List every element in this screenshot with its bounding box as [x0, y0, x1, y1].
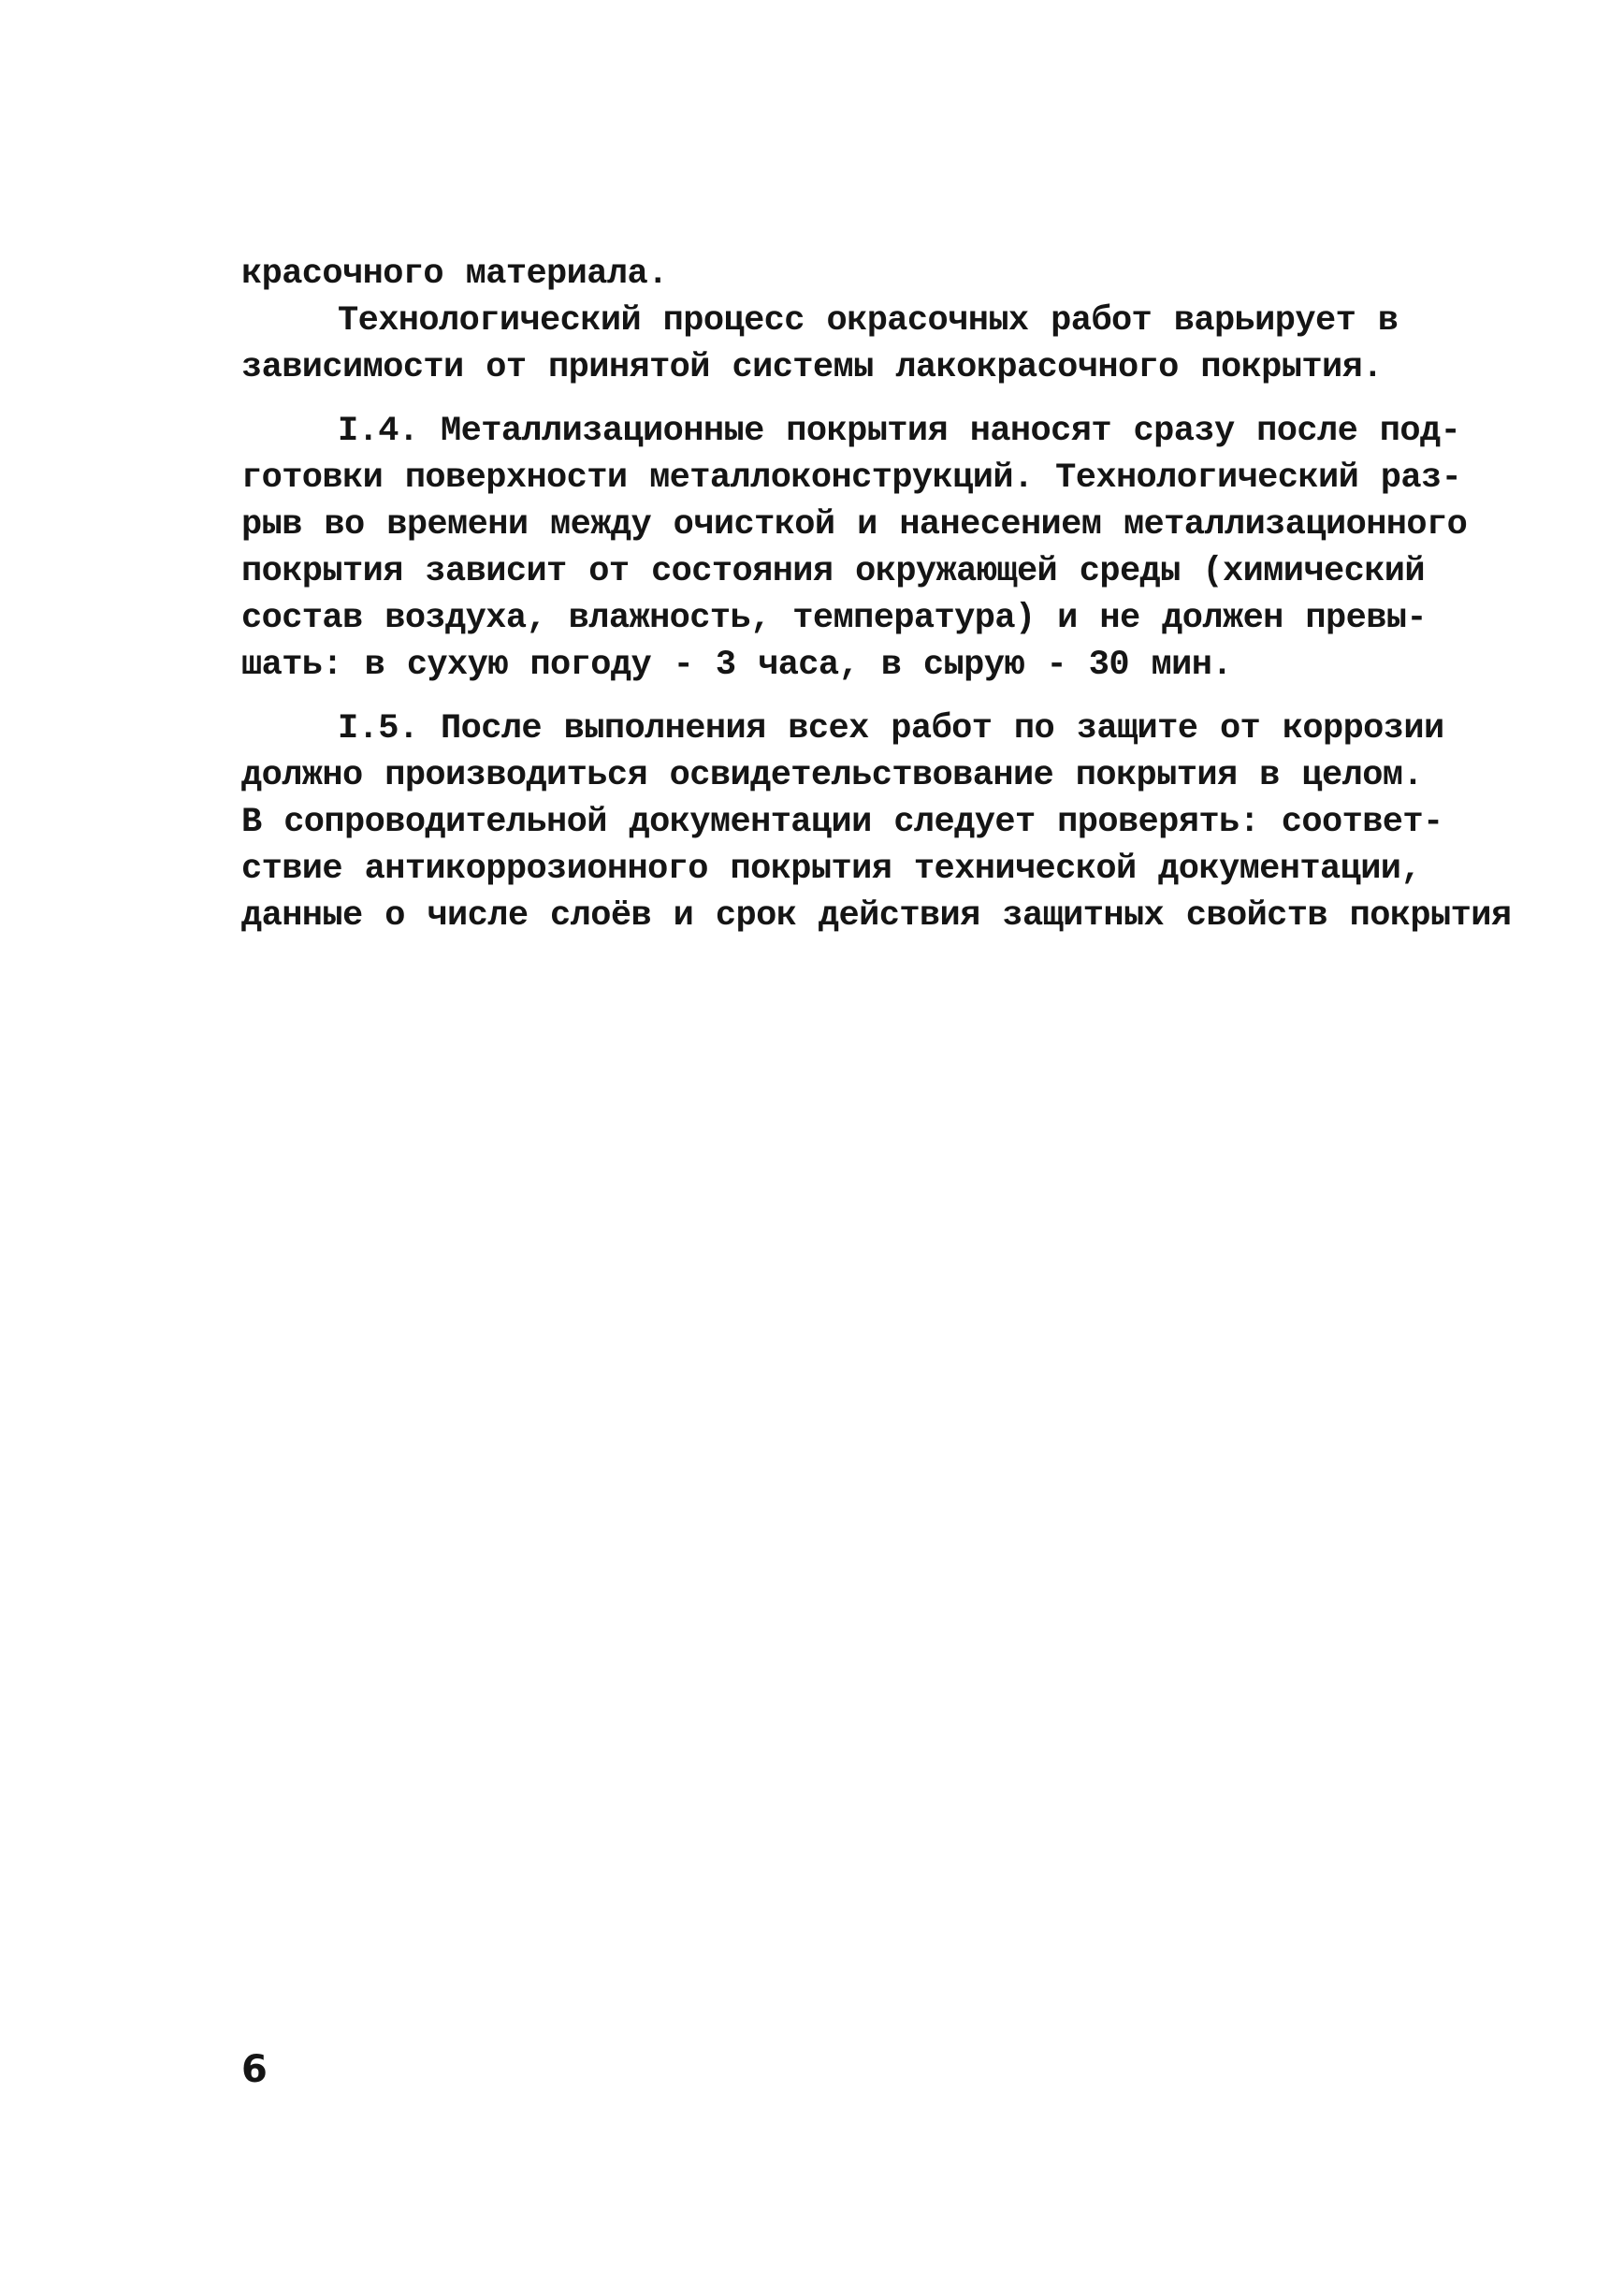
text-line: Технологический процесс окрасочных работ варьирует в [338, 301, 1399, 341]
text-line: красочного материала. [241, 254, 668, 294]
text-line: ствие антикоррозионного покрытия технической документации, [241, 850, 1422, 889]
text-line: зависимости от принятой системы лакокрасочного покрытия. [241, 348, 1383, 387]
text-line: состав воздуха, влажность, температура) и не должен превы- [241, 599, 1428, 638]
paragraph-section-1-5 [241, 705, 1512, 939]
paragraph-section-1-4 [241, 408, 1468, 689]
page-number: 6 [241, 2048, 268, 2091]
text-line: В сопроводительной документации следует проверять: соответ- [241, 803, 1443, 842]
paragraph-continuation [241, 251, 1420, 298]
text-line: покрытия зависит от состояния окружающей среды (химический [241, 552, 1426, 591]
text-line: рыв во времени между очисткой и нанесением металлизационного [241, 505, 1468, 545]
body-text [241, 251, 1512, 939]
text-line: шать: в сухую погоду - 3 часа, в сырую - 30 мин. [241, 646, 1232, 685]
text-line: готовки поверхности металлоконструкций. Технологический раз- [241, 458, 1462, 498]
paragraph-spacer [241, 391, 1420, 408]
paragraph-spacer [241, 689, 1420, 705]
text-line: данные о числе слоёв и срок действия защитных свойств покрытия [241, 896, 1512, 936]
text-line: должно производиться освидетельствование покрытия в целом. [241, 756, 1424, 795]
paragraph-technological-process [241, 298, 1420, 391]
text-line: I.5. После выполнения всех работ по защите от коррозии [338, 709, 1444, 749]
text-line: I.4. Металлизационные покрытия наносят сразу после под- [338, 412, 1461, 451]
